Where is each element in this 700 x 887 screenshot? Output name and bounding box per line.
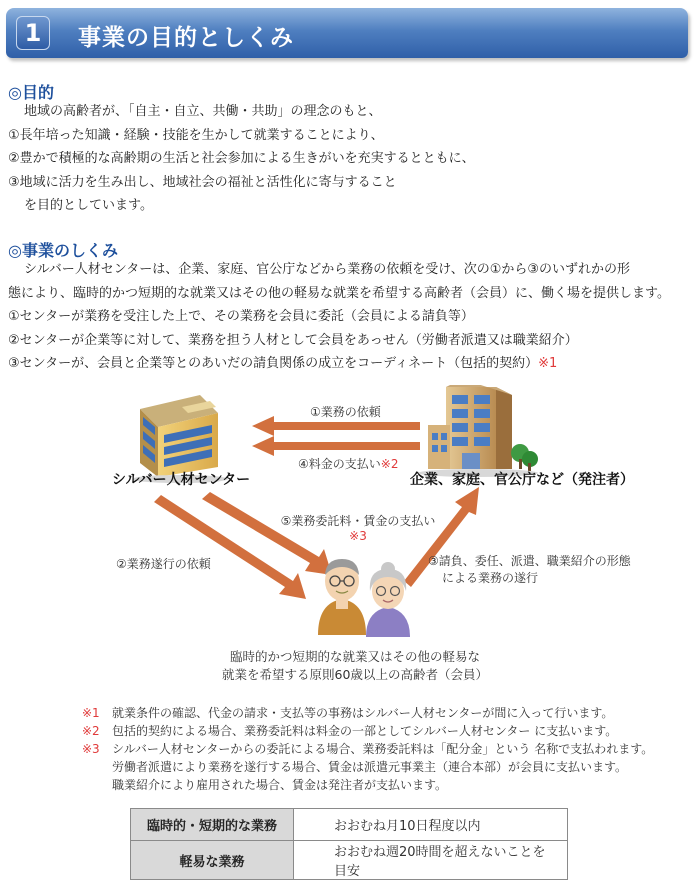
mechanism-line (8, 352, 670, 376)
section-number: 1 (16, 16, 50, 50)
section-header (6, 8, 688, 58)
footnote-text: 労働者派遣により業務を遂行する場合、賃金は派遣元事業主（連合本部）が会員に支払います。 (112, 760, 628, 774)
arrow-3-label (428, 552, 631, 586)
footnote-3 (82, 740, 653, 794)
table-row-value: おおむね月10日程度以内 (294, 809, 568, 841)
section-title: 事業の目的としくみ (78, 25, 294, 51)
mechanism-line: 態により、臨時的かつ短期的な就業又はその他の軽易な就業を希望する高齢者（会員）に、働く場を提供します。 (8, 285, 670, 301)
mechanism-line-text: ③センターが、会員と企業等とのあいだの請負関係の成立をコーディネート（包括的契約） (8, 356, 539, 371)
mechanism-line: ①センターが業務を受注した上で、その業務を会員に委託（会員による請負等） (8, 309, 474, 324)
elderly-line2: 就業を希望する原則60歳以上の高齢者（会員） (222, 667, 488, 682)
arrow-4-label (298, 455, 398, 472)
table-row (131, 841, 568, 880)
mechanism-heading: ◎事業のしくみ (8, 241, 118, 260)
footnote-2 (82, 722, 653, 740)
purpose-heading: ◎目的 (8, 83, 54, 102)
footnote-mark: ※2 (82, 724, 100, 738)
business-diagram (0, 385, 700, 695)
table-row-value: おおむね週20時間を超えないことを目安 (294, 841, 568, 880)
arrow-5-text: ⑤業務委託料・賃金の支払い (280, 514, 436, 528)
note-ref-2: ※2 (380, 457, 399, 471)
purpose-line: ①長年培った知識・経験・技能を生かして就業することにより、 (8, 127, 384, 143)
arrow-4-text: ④料金の支払い (298, 457, 381, 471)
purpose-line: ③地域に活力を生み出し、地域社会の福祉と活性化に寄与すること (8, 174, 397, 190)
arrow-3-line1: ③請負、委任、派遣、職業紹介の形態 (428, 554, 631, 568)
table-row-label: 臨時的・短期的な業務 (131, 809, 294, 841)
mechanism-text (8, 258, 670, 376)
client-building-icon (418, 385, 538, 477)
purpose-line: を目的としています。 (24, 198, 153, 213)
note-ref-1: ※1 (538, 356, 558, 371)
purpose-line: ②豊かで積極的な高齢期の生活と社会参加による生きがいを充実するとともに、 (8, 151, 475, 166)
footnote-text: シルバー人材センターからの委託による場合、業務委託料は「配分金」という 名称で支払われます。 (112, 742, 654, 756)
arrow-3-line2: による業務の遂行 (442, 571, 539, 585)
center-label: シルバー人材センター (112, 472, 251, 488)
arrow-2-label: ②業務遂行の依頼 (116, 557, 211, 571)
footnote-mark: ※3 (82, 742, 100, 756)
note-ref-3: ※3 (349, 529, 367, 543)
mechanism-line: シルバー人材センターは、企業、家庭、官公庁などから業務の依頼を受け、次の①から③のいずれかの形 (24, 262, 631, 277)
footnote-text: 就業条件の確認、代金の請求・支払等の事務はシルバー人材センターが間に入って行います。 (112, 706, 614, 720)
arrow-4 (252, 436, 420, 456)
arrow-1-label: ①業務の依頼 (310, 405, 381, 419)
arrow-5-label (268, 512, 448, 543)
footnote-text: 職業紹介により雇用された場合、賃金は発注者が支払います。 (112, 778, 448, 792)
elderly-couple-icon (318, 559, 410, 637)
table-row-label: 軽易な業務 (131, 841, 294, 880)
client-label: 企業、家庭、官公庁など（発注者） (410, 472, 634, 488)
footnote-1 (82, 704, 653, 722)
table-row (131, 809, 568, 841)
elderly-line1: 臨時的かつ短期的な就業又はその他の軽易な (229, 649, 480, 664)
purpose-text (8, 100, 475, 218)
purpose-line: 地域の高齢者が、「自主・自立、共働・共助」の理念のもと、 (24, 104, 382, 119)
footnotes (82, 704, 653, 794)
mechanism-line: ②センターが企業等に対して、業務を担う人材として会員をあっせん（労働者派遣又は職業紹介） (8, 332, 578, 348)
footnote-mark: ※1 (82, 706, 100, 720)
footnote-text: 包括的契約による場合、業務委託料は料金の一部としてシルバー人材センター に支払います。 (112, 724, 618, 738)
footnote-lines (112, 740, 653, 794)
elderly-label (210, 648, 500, 684)
work-definition-table (130, 808, 568, 880)
